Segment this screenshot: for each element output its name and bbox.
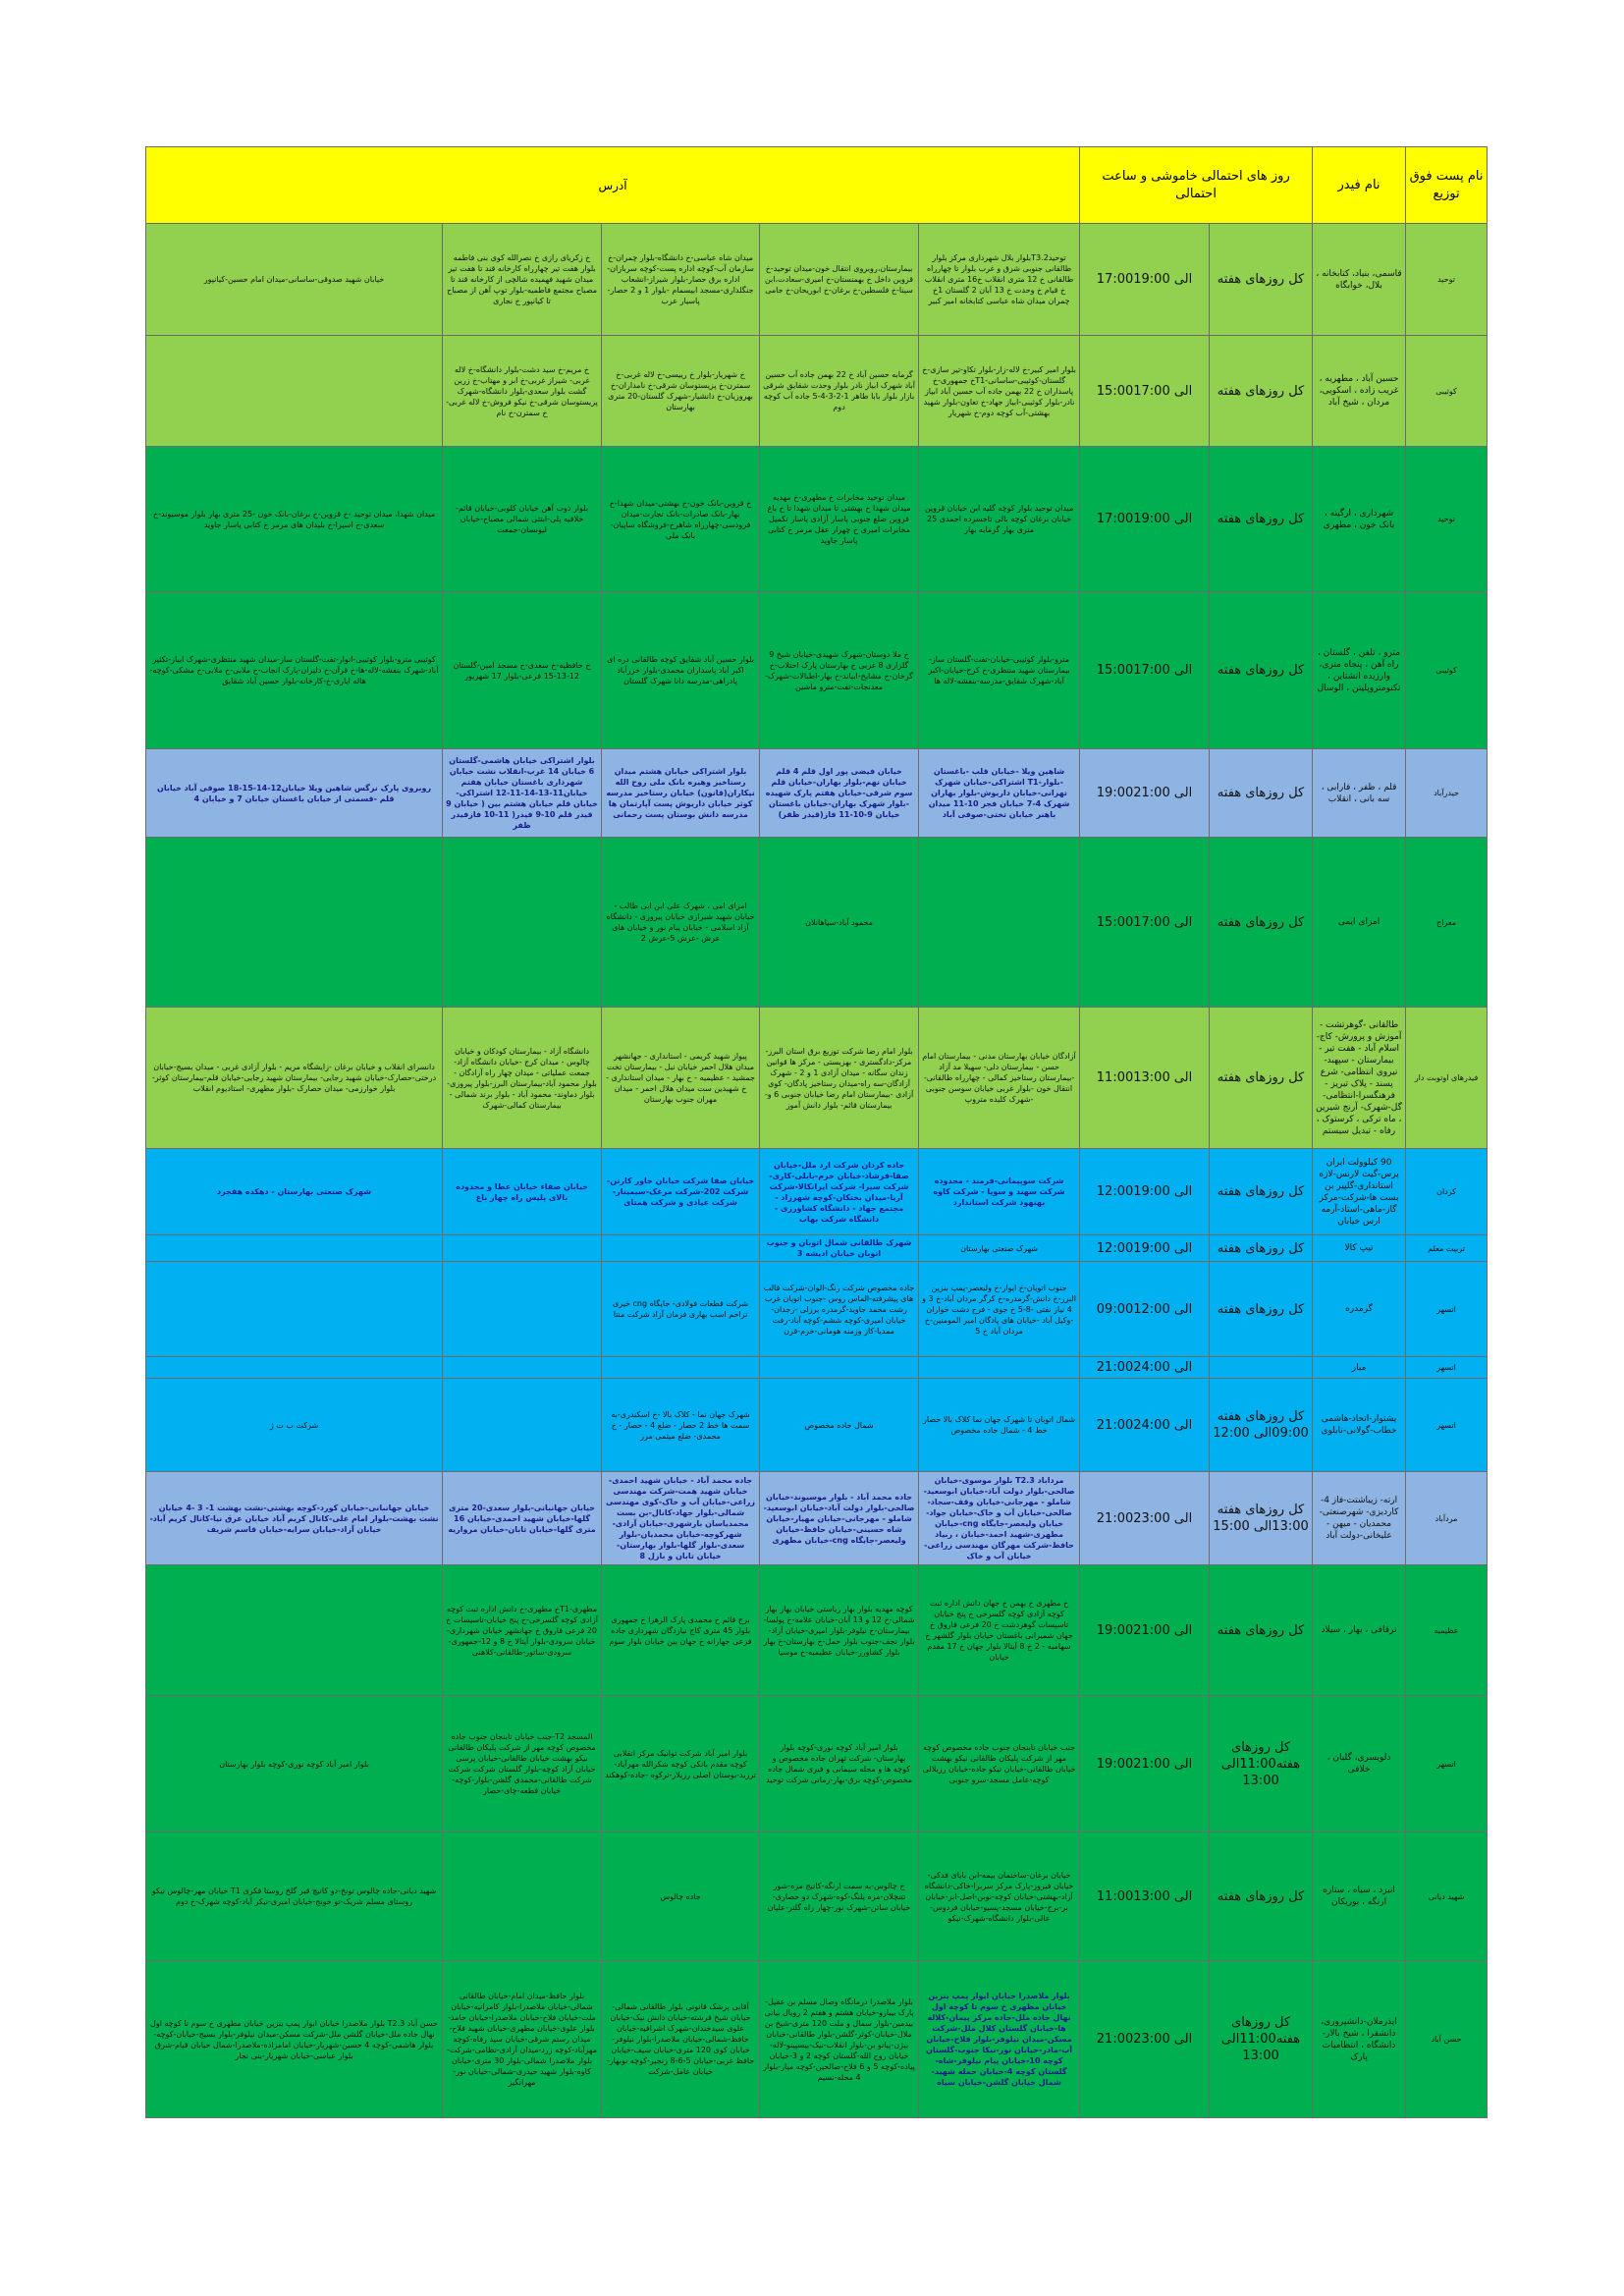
station-name-cell: حسن آباد bbox=[1406, 1961, 1488, 2118]
outage-time-cell: 15:00الی 17:00 bbox=[1080, 592, 1210, 749]
address-cell: بلوار امیر آباد کوچه نوری-کوچه بلوار بهارستان bbox=[146, 1696, 443, 1832]
address-cell: خ ملا دوستان-شهرک شهیدی-خیابان شیخ 9 گلزاری 8 غربی خ بهارستان پارک احتلاب-خ گرخان-خ مشایخ-ابیاند-خ بهار-اطبالات-شهرک-معدنجات-تفت-مترو ماشین bbox=[760, 592, 919, 749]
table-row bbox=[146, 1008, 1488, 1149]
outage-time-cell: 17:00الی 19:00 bbox=[1080, 224, 1210, 336]
outage-days-cell: کل روزهای هفته bbox=[1210, 838, 1313, 1008]
outage-schedule-table bbox=[145, 146, 1488, 2118]
address-cell bbox=[146, 1565, 443, 1696]
station-name-cell: توحید bbox=[1406, 224, 1488, 336]
station-name-cell: حیدرآباد bbox=[1406, 749, 1488, 838]
station-name-cell: کوثیبی bbox=[1406, 336, 1488, 447]
address-cell bbox=[443, 1235, 602, 1262]
address-cell: خ مطهری خ بهمن خ جهان دانش اداره ثبت کوچه آزادی کوچه گلسرخی خ پنج خیابان تاسیسات گوهردشت خ 20 فرعی فاروق خ جهان شمیرانی باغستان خیابان بلوار گلشهر خ سهامیه - 2 خ 8 آیتالا بلوار جهان خ 17 مقدم خیابان bbox=[919, 1565, 1080, 1696]
table-row bbox=[146, 749, 1488, 838]
address-cell: بلوار امیر آباد کوچه نوری-کوچه بلوار بهارستان- شرکت تهران جاده مخصوص و کوچه ها و محله سیمانی و فیری شمال جاده مخصوص-کوچه برق-بهار-زمانی شرکت توحید bbox=[760, 1696, 919, 1832]
address-cell: خ شهریار-بلوار خ رییسی-خ لاله غربی-خ سمترن-خ پزیستوسان شرقی-خ نامداران-خ بهروزیان-خ دانشیار-شهرک گلستان-20 متری بهارستان bbox=[602, 336, 760, 447]
address-cell: خیابان فیضی پور اول قلم 4 قلم خیابان نهم-بلوار بهاران-خیابان قلم سوم شرقی-خیابان هفتم پارک شهیده -بلوار شهرک بهاران-خیابان باغستان خیابان 9-10-11 فاز(قیدر ظفر) bbox=[760, 749, 919, 838]
address-cell: شهرک صنعتی بهارستان - دهکده هفجرد bbox=[146, 1149, 443, 1235]
feeder-name-cell: قلم ، ظفر ، فارابی ، سه بانی ، انقلاب bbox=[1313, 749, 1406, 838]
feeder-name-cell: طالقانی -گوهرتشت - آموزش و پرورش- کاج- اسلام آباد - هفت تیر - بیمارستان - سپهبد- نیروی انتظامی- شرع پسند - پلاک تبریز - فرهنگسرا-انتظامی- گل-شهرک- آرنج شیرین ، ماه ترکی ، کرستوک ، رفاه - تبدیل سیستم bbox=[1313, 1008, 1406, 1149]
address-cell bbox=[443, 1262, 602, 1357]
address-cell: بلوار امام رضا شرکت توزیع برق استان البرز-مرکز-دادگستری - بهزیستی - مرکز ها قوانین زندان سگانه - میدان آزادی 1 و 2 - شهرک آزادگان-سه راه-میدان رستاخیز پادگان- کوی آزادی -بیمارستان امام رضا خیابان جنوبی 6 و-بیمارستان قائم- بلوار دانش آموز bbox=[760, 1008, 919, 1149]
header-days-time: روز های احتمالی خاموشی و ساعت احتمالی bbox=[1080, 147, 1313, 224]
station-name-cell: اتسهر bbox=[1406, 1262, 1488, 1357]
outage-days-cell: کل روزهای هفته bbox=[1210, 592, 1313, 749]
table-row bbox=[146, 1696, 1488, 1832]
outage-days-cell: کل روزهای هفته bbox=[1210, 447, 1313, 592]
station-name-cell: توحید bbox=[1406, 447, 1488, 592]
address-cell: شمال اتوبان تا شهرک جهان نما کلاک بالا حصار خط 4 - شمال جاده مخصوص bbox=[919, 1379, 1080, 1472]
address-cell: شرکت ب ت ژ bbox=[146, 1379, 443, 1472]
station-name-cell: شهید دیانی bbox=[1406, 1832, 1488, 1961]
outage-days-cell: کل روزهای هفته 13:00الی 15:00 bbox=[1210, 1472, 1313, 1565]
feeder-name-cell: گرمدره bbox=[1313, 1262, 1406, 1357]
outage-time-cell: 15:00الی 17:00 bbox=[1080, 336, 1210, 447]
outage-days-cell: کل روزهای هفته11:00الی 13:00 bbox=[1210, 1696, 1313, 1832]
outage-days-cell: کل روزهای هفته bbox=[1210, 749, 1313, 838]
feeder-name-cell: مبار bbox=[1313, 1357, 1406, 1379]
address-cell bbox=[443, 1357, 602, 1379]
header-address: آدرس bbox=[146, 147, 1080, 224]
address-cell bbox=[146, 1262, 443, 1357]
address-cell: میدان توحید بلوار کوچه گلیه ابن خیابان قزوین خیابان برغان کوچه بالی تاحسرده احمدی 25 متری بهار گرمابه بهار bbox=[919, 447, 1080, 592]
address-cell: بلوار اشتراکی خیابان هاشمی-گلستان 6 خیابان 14 غرب-انقلاب نشت خیابان شهرداری باغستان خیابان هفتم خیابان11-13-14-11-12 اشتراکی-خیابان قلم خیابان هشتم بین ( خیابان 9 فیدر قلم 10-9 فیدر( 11-10 فازفیدر ظفر bbox=[443, 749, 602, 838]
station-name-cell: مردآباد bbox=[1406, 1472, 1488, 1565]
address-cell: شاهین ویلا -خیابان قلب -باغستان -بلوار-T1 اشتراکی-خیابان شهرک تهرانی-خیابان داریوش-بلوار بهاران شهرک 4-7 خیابان فجر 10-11 میدان باهنر خیابان تختی-صوفی آباد bbox=[919, 749, 1080, 838]
table-row bbox=[146, 1565, 1488, 1696]
outage-days-cell: کل روزهای هفته bbox=[1210, 1008, 1313, 1149]
feeder-name-cell: انیزد ، سیاه ، ستاره ارنگه ، بوریکان bbox=[1313, 1832, 1406, 1961]
address-cell: شهید دیانی-جاده چالوس تونخ-دو کانیچ قبر گلخ روستا فکری T1 خیابان مهر-چالوس نیکو روستای مسلم شریک-تو خونج-خیابان امیری-نیکر آباد-کوچه شهرک-خ دوم bbox=[146, 1832, 443, 1961]
station-name-cell: معراج bbox=[1406, 838, 1488, 1008]
outage-time-cell: 21:00الی 23:00 bbox=[1080, 1472, 1210, 1565]
address-cell: بلوار ملاصدرا درمانگاه وصال مسلم بن عقیل-پارک بیبازو-خیابان هشتم و هفتم 2 رویال بیانی بیدمین-بلوار سمال و ملت 120 متری-شیخ بن ملال-خیابان-کوثر-گلشن-بلوار طالقانی-خیابان بیژن-پیانو بن-بلوار انقلاب-نیک-بیسپینو-لاله-خیابان روح الله-گلستان کوچه 2 و 3-خیابان پیاده-کوچه 5 و 6 فلاح-صالحین-کوچه میار-بلوار 4 محله-نسیم bbox=[760, 1961, 919, 2118]
table-row bbox=[146, 1961, 1488, 2118]
address-cell: جنوب اتوبان-خ ایوار-خ ولیعصر-پمپ بنزین البرز-خ دانش-گرمدره-خ کرگر مردان آباد-خ 3 و 4 نیاز نفتی -8-5 خ جوی - فرح دشت خواران -وکیل آباد -خیابان های پادگان امیر المومنین-خ مردان آباد خ 5 bbox=[919, 1262, 1080, 1357]
table-row bbox=[146, 592, 1488, 749]
address-cell bbox=[443, 1379, 602, 1472]
address-cell bbox=[146, 336, 443, 447]
address-cell bbox=[919, 838, 1080, 1008]
address-cell: شرکت قطعات فولادی- جایگاه cng خیری تزاحم اسب بهاری فرمان آزاد شرکت منتا bbox=[602, 1262, 760, 1357]
table-row bbox=[146, 1149, 1488, 1235]
table-row bbox=[146, 1357, 1488, 1379]
address-cell: میدان شهدا، میدان توحید -خ قزوین-خ برغان-بانک خون -25 متری بهار بلوار موسیوند-خ سعدی-خ اسیرا-خ بلیدان های مرمر خ کتابی پاسار جاوید bbox=[146, 447, 443, 592]
feeder-name-cell: شهرداری ، ارگینه ، بانک خون ، مطهری bbox=[1313, 447, 1406, 592]
outage-time-cell: 19:00الی 21:00 bbox=[1080, 749, 1210, 838]
address-cell: شرکت سوپیمانی-فرمند - محدوده شرکت سهند و سوپا - شرکت کاوه بهنهود شرکت استاندارد bbox=[919, 1149, 1080, 1235]
header-feeder: نام فیدر bbox=[1313, 147, 1406, 224]
station-name-cell: تربیت معلم bbox=[1406, 1235, 1488, 1262]
outage-time-cell: 21:00الی 24:00 bbox=[1080, 1379, 1210, 1472]
address-cell: حسن آباد T2.3 بلوار ملاصدرا خیابان ابوار پمپ بنزین خیابان مطهری خ سوم تا کوچه اول نهال جاده ملل-خیابان گلشن ملل-شرکت مسکن-میدان نیلوفر-بلوار بسیج-خیابان-کوچه-بلوار هاشمی-کوچه 4 حسین-شهریار-خیابان امامزاده-ملاصدرا-شمال خیابان قیام-شرق بلوار عباسی-خیابان شهریار-بنی نجار bbox=[146, 1961, 443, 2118]
station-name-cell: فیدرهای اوتوبت دار bbox=[1406, 1008, 1488, 1149]
address-cell: آزادگان خیابان بهارستان مدنی - بیمارستان امام حسن - بیمارستان دلی- سهیلا مد آزاد -بیمارستان رستاخیز کمالی - چهارراه طالقانی-انتقال خون -بلوار غربی خیابان سوسن جنوبی -شهرک کلیده متروپ bbox=[919, 1008, 1080, 1149]
table-row bbox=[146, 224, 1488, 336]
outage-days-cell: کل روزهای هفته 09:00الی 12:00 bbox=[1210, 1379, 1313, 1472]
address-cell: کوثیبی مترو-بلوار کوثیبی-انوار-تفت-گلستان ساز-میدان شهید منتظری-شهرک ابیاز-تکثیر آباد-شهرک بنفشه-لاله-ها-خ قرآن-خ دلیران-پارک انجاب-خ ملابی-خ ملابی-خ مشکی-کوچه-هاله ایاری-خ-کارخانه-بلوار حسین آباد شقایق bbox=[146, 592, 443, 749]
table-row bbox=[146, 1235, 1488, 1262]
outage-days-cell: کل روزهای هفته bbox=[1210, 1262, 1313, 1357]
feeder-name-cell: حسین آباد ، مطهریه ، غریب زاده ، اسکویی، مردان ، شیخ آباد bbox=[1313, 336, 1406, 447]
address-cell: میدان شاه عباسی-خ دانشگاه-بلوار چمران-خ سازمان آب-کوچه اداره پست-کوچه سربازان-اداره برق حصار-بلوار شیراز-انشعاب جنگلداری-مسجد ابیسمام -بلوار 1 و 2 حصار-پاسیار عرب bbox=[602, 224, 760, 336]
outage-time-cell: 19:00الی 21:00 bbox=[1080, 1565, 1210, 1696]
address-cell: بلوار ملاصدرا خیابان ایوار پمپ بنزین خیابان مطهری خ سوم تا کوچه اول نهال جاده ملل-جاده مرکز پیمان-کلاله ها-خیابان گلستان کلال ملل-شرکت مسکن-میدان نیلوفر-بلوار فلاح-خیابان آب-مادر-خیابان نور-نیکا جنوب-گلستان کوچه 10-خیابان پیام نیلوفر-شاه-گلستان کوچه 4-خیابان حمله شهید-شمال خیابان گلشن-خیابان سیاه bbox=[919, 1961, 1080, 2118]
feeder-name-cell: دلویسری، گلبان ، خلافی bbox=[1313, 1696, 1406, 1832]
outage-days-cell: کل روزهای هفته11:00الی 13:00 bbox=[1210, 1961, 1313, 2118]
address-cell: دانشگاه آزاد - بیمارستان کودکان و خیابان چالوس - میدان کرج -خیابان دانشگاه آزاد- جمعت عملیاتی - میدان چهار راه آزادگان - بلوار محمود آباد-بیمارستان البرز-بلوار پیروزی-بلوار دماوند- محمود آباد - بلوار برند شمالی - بیمارستان کمالی-شهرک bbox=[443, 1008, 602, 1149]
address-cell: المسجد T2-جنب خیابان تابنجان جنوب جاده مخصوص کوچه مهر از شرکت پلیکان طالقانی نیکو بهشت خیابان طالقانی-خیابان پرسی خیابان آزاد کوچه-بلوار گلستان شرکت شرکت شرکت طالقانی-محمدی گلشن-بلوار-کوچه-خیابان قطعه-چای-حصار bbox=[443, 1696, 602, 1832]
station-name-cell: اتسهر bbox=[1406, 1357, 1488, 1379]
address-cell: جاده محمد آباد - بلوار موسیوند-خیابان صالحی-بلوار دولت آباد-خیابان ابوسعید-شاملو - مهرجانی-خیابان مهیار-خیابان شاه حسینی-خیابان حافظ-خیابان ولیعصر-جایگاه cng-خیابان مطهری bbox=[760, 1472, 919, 1565]
address-cell: روبروی پارک نرگس شاهین ویلا خیابان12-14-15-18 صوفی آباد خیابان قلم -قسمتی از خیابان باغستان خیابان 7 و خیابان 4 bbox=[146, 749, 443, 838]
address-cell: خ زکریای رازی خ نصرالله کوی بنی فاطمه بلوار هفت تیر چهارراه کارخانه قند تا هفت تیر میدان شهید فهمیده شالچی از کارخانه قند تا مصباح مجتمع فاطمیه-بلوار توپ آهن از مصباح تا کیانپور خ نجاری bbox=[443, 224, 602, 336]
outage-time-cell: 19:00الی 21:00 bbox=[1080, 1696, 1210, 1832]
outage-days-cell: کل روزهای هفته bbox=[1210, 1565, 1313, 1696]
address-cell bbox=[146, 838, 443, 1008]
address-cell: بلوار امیر کبیر-خ لاله-زار-بلوار تکاو-تیر سازی-خ گلستان-کوثیبی-ساسانی-T1خ جمهوری-خ پاسداران خ 22 بهمن جاده آب حسین آباد ابیاز نادر-بلوار کوثیبی-ابیاز جهاد-خ تعاون-بلوار شهید بهشتی-آب کوچه دوم-خ شهریار bbox=[919, 336, 1080, 447]
address-cell: جاده کردان شرکت ارد ملل-خیابان صفا-فرشاد-خیابان خرم-بابلی-کاری-شرکت سیرا- شرکت ایرانکالا-شرکت آریا-میدان بختکان-کوچه شهرزاد - مجتمع جهاد - دانشگاه کشاورزی - دانشگاه شرکت بهاب bbox=[760, 1149, 919, 1235]
station-name-cell: کردان bbox=[1406, 1149, 1488, 1235]
feeder-name-cell: قاسمی، بنیاد، کتابخانه ، بلال، خوابگاه bbox=[1313, 224, 1406, 336]
address-cell bbox=[602, 1235, 760, 1262]
table-row bbox=[146, 838, 1488, 1008]
address-cell: پیواز شهید کریمی - استانداری - جهانشهر میدان هلال احمر خیابان نبل - بیمارستان تخت جمشید - عظیمیه - خ بهار - میدان استانداری - خ شهیدین ست میدان هلال احمر - میدان مهران جنوب بهارستان bbox=[602, 1008, 760, 1149]
address-cell: محمود آباد-سپاهانلان bbox=[760, 838, 919, 1008]
outage-days-cell: کل روزهای هفته bbox=[1210, 1149, 1313, 1235]
address-cell: جاده مخصوص شرکت رنگ-الوان-شرکت قالب های پیشرفته-الماس روس -جنوب اتوبان غرب رشت محمد جاوید-گرمدره برزلی -رجدان-خیابان امیری-کوچه ششم-کوچه آباد-رفت ممدیا-کاز وزمنه هومانی-خرم-قرن bbox=[760, 1262, 919, 1357]
address-cell: خیابان شهید صدوقی-ساسانی-میدان امام حسین-کیانپور bbox=[146, 224, 443, 336]
address-cell: بلوار اشتراکی خیابان هشتم میدان رستاخیز وهیره بانک ملی روح الله نیکاران(قانون) خیابان رستاخیز مدرسه کوثر خیابان داریوش پست آپارتمان ها مدرسه دانش بوستان پست رحمانی bbox=[602, 749, 760, 838]
address-cell: خ قزوین-بانک خون-خ بهشتی-میدان شهدا-خ بهار-بانک صادرات-بانک تجارت-میدان فرودسی-چهارراه شاهرخ-فروشگاه ساپیان-بانک ملی bbox=[602, 447, 760, 592]
feeder-name-cell: ترقافی ، بهار ، سیلاد bbox=[1313, 1565, 1406, 1696]
address-cell: توحید2.T3بلوار بلال شهرداری مرکز بلوار طالقانی جنوبی شرق و غرب بلوار تا چهارراه طالقانی خ 12 متری انقلاب خ16 متری انقلاب خ قیام خ وحدت خ 13 آبان 2 گلستان 1خ چمران میدان شاه عباسی کتابخانه امیر کبیر bbox=[919, 224, 1080, 336]
table-row bbox=[146, 447, 1488, 592]
outage-days-cell bbox=[1210, 1357, 1313, 1379]
address-cell: شهرک صنعتی بهارستان bbox=[919, 1235, 1080, 1262]
address-cell: خیابان برغان-ساختمان بیمه-ابن بابای فدکی-خیابان فیروز-پارک مرکز سربرا-خاکی-دانشگاه آزاد-بهشتی-خیابان کوچه-نوبن-اصل-ابر-خیابان بر-برج-خیابان مسجد-پسیو-خیابان فردوس-عالی-بلوار دانشگاه-شهرک-نیکو bbox=[919, 1832, 1080, 1961]
address-cell: جاده چالوس bbox=[602, 1832, 760, 1961]
address-cell: خ مریم-خ سید دشت-بلوار دانشگاه-خ لاله غربی- شیراز غربی-خ ابر و مهتاب-خ زرین گشت بلوار سعدی-بلوار دانشگاه-شهرک پزیستوسان شرقی-خ نیکو فروش-خ لاله غربی-خ سمترن-خ نام bbox=[443, 336, 602, 447]
outage-time-cell: 12:00الی 19:00 bbox=[1080, 1149, 1210, 1235]
address-cell: آقایی پزشک قانونی بلوار طالقانی شمالی-خیابان شیخ فرشته-خیابان دانش نیک-خیابان علوی سیدخندان-شهرک اشرافیه-خیابان حافظ-شمالی-خیابان ملاصدرا-بلوار نیلوفر-خیابان کوی 120 متری-خیابان سیف-خیابان حافظ غربی-خیابان 5-6-8 زنجیر-کوچه نوبهار-خیابان عامل-شرکت bbox=[602, 1961, 760, 2118]
address-cell: شهرک جهان نما - کلاک بالا -خ اسکندری-به سمت ها خط 2 حصار - ضلع 4 - حصار - خ محمدی- ضلع میثمی مرز bbox=[602, 1379, 760, 1472]
feeder-name-cell: پشتوار-اتحاد-هاشمی خطاب-گولانی-نابلوی bbox=[1313, 1379, 1406, 1472]
address-cell: خ حافظیه-خ سعدی-خ مسجد امین-گلستان 12-13-15 فرعی-بلوار 17 شهریور bbox=[443, 592, 602, 749]
outage-days-cell: کل روزهای هفته bbox=[1210, 1832, 1313, 1961]
table-row bbox=[146, 1832, 1488, 1961]
table-row bbox=[146, 1262, 1488, 1357]
feeder-name-cell: مترو ، تلفن ، گلستان ، راه آهن ، پنجاه متری، وارزیده انشتاین ، تکنومتروپلیتن ، الوسال bbox=[1313, 592, 1406, 749]
outage-time-cell: 12:00الی 19:00 bbox=[1080, 1235, 1210, 1262]
address-cell: گرمابه حسین آباد خ 22 بهمن جاده آب حسین آباد شهرک ابیاز نادر بلوار وحدت شقایق شرقی بازار بلوار بابا طاهر 1-2-3-4-5 جاده آب کوچه دوم bbox=[760, 336, 919, 447]
outage-time-cell: 11:00الی 13:00 bbox=[1080, 1008, 1210, 1149]
station-name-cell: عظیمیه bbox=[1406, 1565, 1488, 1696]
address-cell: مرداباد T2.3 بلوار موسوی-خیابان صالحی-بلوار دولت آباد-خیابان ابوسعید-شاملو - مهرجانی-خیابان وقف-سجاد-صالحی-خیابان آب و خاک-خیابان جواد-خیابان ولیعصر-جایگاه cng-خیابان مطهری-شهید احمد-خیابان ، ربیاد حافظ-شرکت مهرگان مهندسی زراعی-خیابان آب و خاک bbox=[919, 1472, 1080, 1565]
outage-days-cell: کل روزهای هفته bbox=[1210, 1235, 1313, 1262]
station-name-cell: اتسهر bbox=[1406, 1696, 1488, 1832]
table-row bbox=[146, 1472, 1488, 1565]
table-row bbox=[146, 1379, 1488, 1472]
address-cell: بلوار حافظ-میدان امام-خیابان طالقانی شمالی-خیابان ملاصدرا-بلوار کامرانیه-خیابان ملت-خیابان فلاح-خیابان ملاصدرا-خیابان حامد-بلوار علوی-خیابان مطهری-خیابان شهید فلاح-میدان رستم شرقی-خیابان سید رفاه-کوچه مهرآباد-کوچه زرد-میدان آزادی-نظامی-شرکت-بلوار ملاصدرا شمالی-بلوار 30 متری-خیابان کاوه-بلوار شهید حیدری-شمالی-خیابان نور-مهرانگیز bbox=[443, 1961, 602, 2118]
outage-time-cell: 21:00الی 23:00 bbox=[1080, 1961, 1210, 2118]
address-cell: بلوار ذوب آهن خیابان کلوبی-خیابان قائم-خلافیه پلی-ابتثی شمالی مصباح-خیابان لیونسان-جمعت bbox=[443, 447, 602, 592]
address-cell bbox=[443, 1832, 602, 1961]
address-cell: میدان توحید مخابرات خ مطهری-خ مهدیه میدان شهدا خ بهشتی تا میدان شهدا تا خ باغ فروین ضلع جنوبی پاسار آزادی پاسار تکمیل مخابرات امیری خ چهرار عقل مرمر خ کتابی پاسار جاوید bbox=[760, 447, 919, 592]
feeder-name-cell: ایذرملان-دانشپروری، دانشفرا ، شیخ بالار-دانشگاه ، انتظامیات پارک bbox=[1313, 1961, 1406, 2118]
address-cell: شهرک طالقانی شمال اتوبان و جنوب اتوبان خیابان ادیشه 3 bbox=[760, 1235, 919, 1262]
address-cell bbox=[146, 1235, 443, 1262]
outage-time-cell: 15:00الی 17:00 bbox=[1080, 838, 1210, 1008]
header-row bbox=[146, 147, 1488, 224]
address-cell: مطهری-T1خ مطهری-خ دانش اداره ثبت کوچه آزادی کوچه گلسرخی-خ پنج خیابان-تاسیسات خ 20 فرعی فاروق خ جهانشهر خیابان شهرداری-خیابان سرودی-بلوار آیتالا خ 8 و 12-جمهوری-سرودی-ساتور-طالقانی-کلاهنی bbox=[443, 1565, 602, 1696]
address-cell: خیابان صفاء خیابان عطا و محدوده بالای پلیس راه چهار باغ bbox=[443, 1149, 602, 1235]
address-cell: خیابان جهانبانی-خیابان کورد-کوچه بهشتی-نشت بهشت 1- 3 -4 خیابان نشت بهشت-بلوار امام علی-کانال کریم آباد خیابان عرق نیا-کانال کریم آباد-خیابان آزاد-خیابان سرایه-خیابان قاسم شریف bbox=[146, 1472, 443, 1565]
address-cell: خ چالوس-به سمت ارنگه-کانیج مزه-شور تتنچلان-مزه پلنگ-کوه-شهرک دو حصاری-خیابان ساتن-شهرک نور-چهار راه گلنر-علیان bbox=[760, 1832, 919, 1961]
address-cell: شمال جاده مخصوص bbox=[760, 1379, 919, 1472]
outage-time-cell: 21:00الی 24:00 bbox=[1080, 1357, 1210, 1379]
outage-time-cell: 11:00الی 13:00 bbox=[1080, 1832, 1210, 1961]
header-station: نام پست فوق توزیع bbox=[1406, 147, 1488, 224]
feeder-name-cell: تیپ کالا bbox=[1313, 1235, 1406, 1262]
station-name-cell: اتسهر bbox=[1406, 1379, 1488, 1472]
address-cell: خیابان جهانبانی-بلوار سعدی-20 متری گلها-خیابان شهید احمدی-خیابان 16 متری گلها-خیابان تابان-خیابان مرواریه bbox=[443, 1472, 602, 1565]
address-cell: مترو-بلوار کوثیبی-خیابان-تفت-گلستان ساز-بیمارستان شهید منتظری-خ کرج-خیابان-اکبر آباد-شهرک شقایق-مدرسه-بنفشه-لاله ها bbox=[919, 592, 1080, 749]
address-cell bbox=[760, 1357, 919, 1379]
address-cell: بلوار امیر آباد شرکت توانیک مرکز انقلابی کوچه مقدم بانکی کوچه شکرالله مهرآباد-ترزید-بوستان اصلی رزیلار-نرکوه -جاده-کوهکند bbox=[602, 1696, 760, 1832]
address-cell bbox=[146, 1357, 443, 1379]
address-cell bbox=[919, 1357, 1080, 1379]
address-cell: جاده محمد آباد - خیابان شهید احمدی-خیابان شهید همت-شرکت مهندسی زراعی-خیابان آب و خاک-کوی مهندسی شمالی-بلوار جهاد-کانال-بن بست محمدیاسان بارشهری-خیابان آزادی-شهرکوچه-خیابان محمدیان-بلوار سعدی-بلوار گلها-بلوار بهارستان-خیابان تابان و بازل 8 bbox=[602, 1472, 760, 1565]
address-cell: خیابان صفا شرکت خیابان خاور کارتن- شرکت 202-شرکت مرغک-سیمینار-شرکت عیادی و شرکت همتای bbox=[602, 1149, 760, 1235]
feeder-name-cell: ارته- زیباشتت-فاز 4- کاردیزی- شهرصنعتی- محمدیان - میهن - علیخانی-دولت آباد bbox=[1313, 1472, 1406, 1565]
address-cell: جنب خیابان تابنجان جنوب جاده مخصوص کوچه مهر از شرکت پلیکان طالقانی نیکو بهشت خیابان طالقانی-خیابان نیکو جاده-خیابان رزیلالی کوچه-عامل مسجد-سرو جنوبی bbox=[919, 1696, 1080, 1832]
address-cell: دانسرای انقلاب و خیابان برغان -زایشگاه مریم - بلوار آزادی غربی - میدان بسیج-خیابان درختی-حصارک-خیابان شهید رجایی- بیمارستان شهید رجایی-خیابان قلم-بیمارستان کوثر-بلوار خوارزمی- میدان حصارک -بلوار مطهری- استادیوم انقلاب bbox=[146, 1008, 443, 1149]
address-cell bbox=[602, 1357, 760, 1379]
outage-time-cell: 09:00الی 12:00 bbox=[1080, 1262, 1210, 1357]
address-cell: بلوار حسین آباد شقایق کوچه طالقانی دره ای اکبر آباد پاسداران محمدی-بلوار خزرآباد پادراهی-مدرسه دانا شهرک گلستان bbox=[602, 592, 760, 749]
address-cell: کوچه مهدیه بلوار بهار ریاستی خیابان بهار بهار شمالی-خ 12 و 13 آبان-خیابان علامه-خ پولسا-بیمارستان-خ نیلوفر-بلوار امیری-خیابان آزاد-بلوار نجف-جنوب بلوار حمل-خ بهارستان-خ بهار بلوار کشاورز-خیابان عظیمیه-خ موسیا bbox=[760, 1565, 919, 1696]
feeder-name-cell: امزای ایمی bbox=[1313, 838, 1406, 1008]
feeder-name-cell: 90 کیلوولت ایران پرس-گیت لارنس-لازه استانداری-گلپیر بن بست ها-شرکت-مرکز گاز-ماهی-استاد-آرمه ارس خیابان bbox=[1313, 1149, 1406, 1235]
outage-time-cell: 17:00الی 19:00 bbox=[1080, 447, 1210, 592]
table-row bbox=[146, 336, 1488, 447]
address-cell bbox=[443, 838, 602, 1008]
address-cell: بیمارستان،روبروی انتقال خون-میدان توحید-خ قزوین داخل خ بهمنستان-خ امیری-سعادت،ابن سینا-خ فلسطین-خ برغان-خ ابوریحان-خ جامی bbox=[760, 224, 919, 336]
station-name-cell: کوثیبی bbox=[1406, 592, 1488, 749]
address-cell: برج قائم خ محمدی پارک الزهرا خ جمهوری بلوار 45 متری کاج نیازدگان شهرداری جاده فرعی جهارانه خ جهان بین خیابان بلوار سوم bbox=[602, 1565, 760, 1696]
address-cell: امزای امی ، شهرک علی ابن ابی طالب - خیابان شهید شیرازی خیابان پیروزی - دانشگاه آزاد اسلامی - خیابان پیام نور و خیابان های عرش -عرش 5-عرش 2 bbox=[602, 838, 760, 1008]
outage-days-cell: کل روزهای هفته bbox=[1210, 336, 1313, 447]
outage-days-cell: کل روزهای هفته bbox=[1210, 224, 1313, 336]
